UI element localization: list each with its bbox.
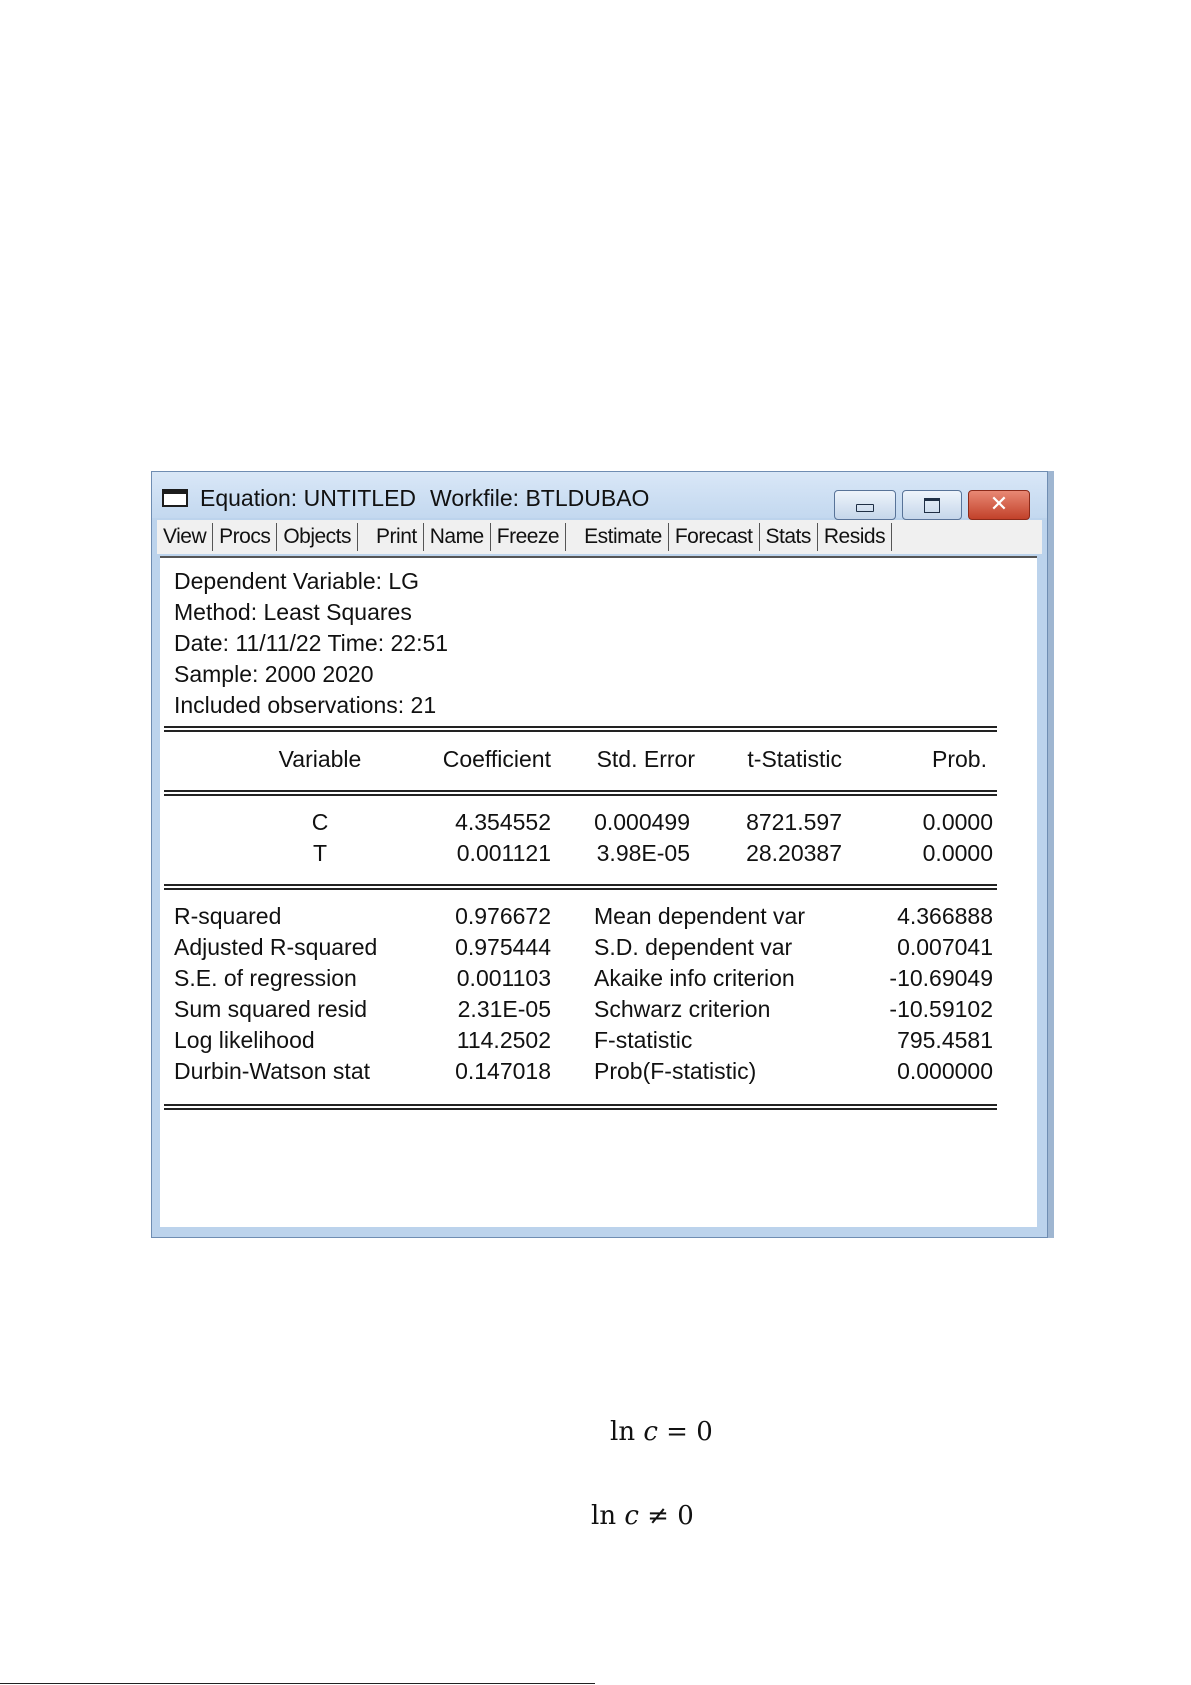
stat-value: 0.975444	[455, 934, 551, 960]
col-variable: Variable	[278, 746, 362, 772]
stat-label: Adjusted R-squared	[174, 934, 378, 960]
stat-label: Log likelihood	[174, 1027, 315, 1053]
row-t-stat: 8721.597	[746, 809, 842, 835]
maximize-button[interactable]	[902, 490, 962, 520]
objects-button[interactable]: Objects	[277, 523, 358, 551]
view-button[interactable]: View	[157, 523, 213, 551]
resids-button[interactable]: Resids	[818, 523, 892, 551]
eq-rest: = 0	[666, 1417, 713, 1447]
stat-label: Sum squared resid	[174, 996, 368, 1022]
estimate-button[interactable]: Estimate	[578, 523, 669, 551]
col-std-error: Std. Error	[596, 746, 695, 772]
row-prob: 0.0000	[922, 840, 993, 866]
stat-value: -10.69049	[889, 965, 993, 991]
row-coefficient: 4.354552	[455, 809, 551, 835]
output-pane	[160, 556, 1037, 1227]
stat-value: 0.147018	[455, 1058, 551, 1084]
stat-value: -10.59102	[889, 996, 993, 1022]
eq-fn: ln	[591, 1501, 617, 1531]
window-icon	[162, 489, 188, 507]
stat-value: 2.31E-05	[457, 996, 551, 1022]
method: Method: Least Squares	[174, 599, 412, 625]
row-variable: C	[311, 809, 329, 835]
stat-label: Prob(F-statistic)	[594, 1058, 757, 1084]
eq-rest: ≠ 0	[647, 1501, 694, 1531]
eq-fn: ln	[610, 1417, 636, 1447]
stat-label: F-statistic	[594, 1027, 693, 1053]
divider	[164, 1104, 997, 1110]
stat-label: Durbin-Watson stat	[174, 1058, 370, 1084]
stat-label: Akaike info criterion	[594, 965, 795, 991]
stat-value: 0.007041	[897, 934, 993, 960]
row-coefficient: 0.001121	[456, 840, 551, 866]
workfile-title: Workfile: BTLDUBAO	[430, 485, 650, 511]
maximize-icon	[924, 498, 940, 513]
name-button[interactable]: Name	[424, 523, 491, 551]
eq-var: c	[624, 1501, 639, 1531]
equation-window	[151, 471, 1048, 1238]
observations: Included observations: 21	[174, 692, 437, 718]
row-t-stat: 28.20387	[746, 840, 842, 866]
row-std-error: 3.98E-05	[596, 840, 690, 866]
minimize-button[interactable]	[834, 490, 896, 520]
stat-value: 0.001103	[456, 965, 551, 991]
close-icon: ✕	[989, 492, 1009, 517]
stat-label: S.E. of regression	[174, 965, 357, 991]
stat-label: R-squared	[174, 903, 282, 929]
stat-label: S.D. dependent var	[594, 934, 793, 960]
window-title	[200, 485, 649, 512]
equation-null	[610, 1417, 713, 1447]
freeze-button[interactable]: Freeze	[491, 523, 566, 551]
minimize-icon	[856, 504, 874, 512]
stat-value: 4.366888	[897, 903, 993, 929]
procs-button[interactable]: Procs	[213, 523, 277, 551]
row-variable: T	[312, 840, 328, 866]
divider	[164, 790, 997, 796]
stats-button[interactable]: Stats	[760, 523, 818, 551]
col-coefficient: Coefficient	[442, 746, 551, 772]
print-button[interactable]: Print	[370, 523, 424, 551]
stat-label: Schwarz criterion	[594, 996, 771, 1022]
divider	[164, 726, 997, 732]
toolbar	[157, 520, 1042, 554]
row-prob: 0.0000	[922, 809, 993, 835]
equation-title: Equation: UNTITLED	[200, 485, 417, 511]
close-button[interactable]	[968, 490, 1030, 520]
stat-value: 0.000000	[897, 1058, 993, 1084]
stat-value: 0.976672	[455, 903, 551, 929]
col-t-statistic: t-Statistic	[747, 746, 842, 772]
row-std-error: 0.000499	[594, 809, 690, 835]
footnote-rule	[0, 1683, 595, 1684]
dependent-variable: Dependent Variable: LG	[174, 568, 420, 594]
forecast-button[interactable]: Forecast	[669, 523, 760, 551]
stat-value: 795.4581	[897, 1027, 993, 1053]
col-prob: Prob.	[932, 746, 987, 772]
title-bar[interactable]	[152, 472, 1047, 518]
sample: Sample: 2000 2020	[174, 661, 374, 687]
stat-value: 114.2502	[456, 1027, 551, 1053]
divider	[164, 884, 997, 890]
equation-alt	[591, 1501, 694, 1531]
stat-label: Mean dependent var	[594, 903, 805, 929]
date-time: Date: 11/11/22 Time: 22:51	[174, 630, 449, 656]
eq-var: c	[643, 1417, 658, 1447]
